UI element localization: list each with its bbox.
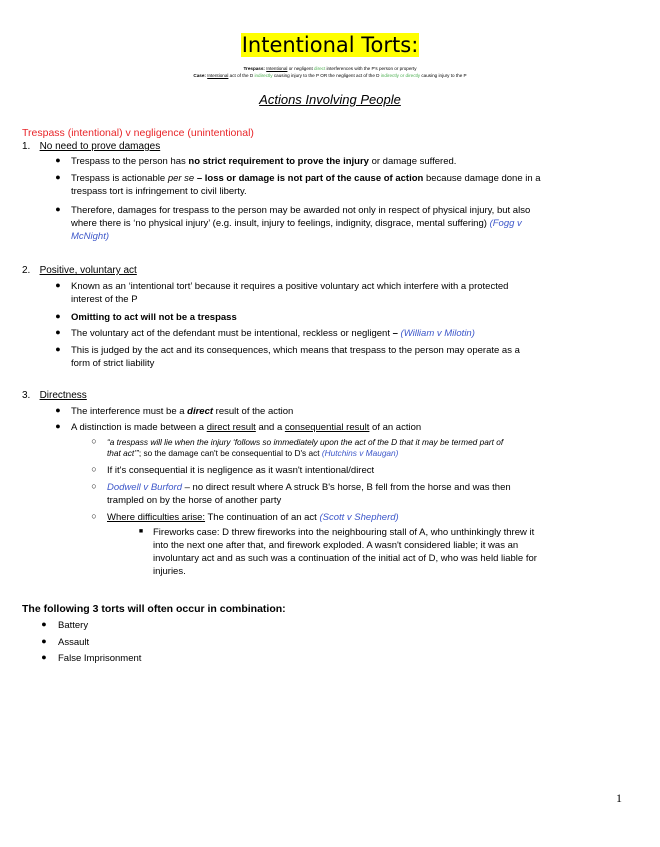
point-2-heading: 2. Positive, voluntary act xyxy=(22,265,137,276)
section-title: Actions Involving People xyxy=(259,92,401,107)
page-number: 1 xyxy=(616,791,622,805)
bullet-icon: ● xyxy=(55,172,61,182)
list-item: Trespass to the person has no strict requirement to prove the injury or damage suffered. xyxy=(71,156,457,167)
bullet-icon: ● xyxy=(55,327,61,337)
list-item: This is judged by the act and its consequences, which means that trespass to the person may operate as a form of strict liability xyxy=(71,345,520,369)
bullet-icon: ● xyxy=(55,280,61,290)
bullet-icon: ● xyxy=(55,421,61,431)
list-item: The interference must be a direct result of the action xyxy=(71,406,294,417)
case-definition: Case: Intentional act of the D indirectly causing injury to the P OR the negligent act of the D indirectly or directly causing injury to the P xyxy=(193,73,467,78)
bullet-icon: ● xyxy=(41,652,47,662)
list-item: The voluntary act of the defendant must be intentional, reckless or negligent – (William v Milotin) xyxy=(71,328,475,339)
square-bullet-icon: ■ xyxy=(138,528,144,535)
list-item: Assault xyxy=(58,637,90,648)
bullet-icon: ● xyxy=(55,311,61,321)
circle-bullet-icon: ○ xyxy=(91,511,97,521)
list-item: Dodwell v Burford – no direct result where A struck B's horse, B fell from the horse and was then trampled on by the horse of another party xyxy=(107,482,511,506)
document-title: Intentional Torts: xyxy=(241,33,419,57)
circle-bullet-icon: ○ xyxy=(91,481,97,491)
list-item: Known as an ‘intentional tort’ because it requires a positive voluntary act which interfere with a protected interest of the P xyxy=(71,281,509,305)
bullet-icon: ● xyxy=(55,344,61,354)
list-item: If it's consequential it is negligence as it wasn't intentional/direct xyxy=(107,465,375,476)
title-container xyxy=(0,33,660,57)
combo-heading: The following 3 torts will often occur in combination: xyxy=(22,603,286,615)
point-3-heading: 3. Directness xyxy=(22,390,87,401)
trespass-definition: Trespass: Intentional or negligent direct interferences with the P's person or property xyxy=(243,66,417,71)
bullet-icon: ● xyxy=(55,405,61,415)
bullet-icon: ● xyxy=(55,155,61,165)
list-item: A distinction is made between a direct result and a consequential result of an action xyxy=(71,422,422,433)
list-item: Where difficulties arise: The continuation of an act (Scott v Shepherd) xyxy=(107,512,399,523)
quote-item: “a trespass will lie when the injury ‘follows so immediately upon the act of the D that it may be termed part of that act’”; so the damage can't be consequential to D's act (Hutchins v Maugan) xyxy=(107,437,504,458)
bullet-icon: ● xyxy=(41,619,47,629)
point-1-heading: 1. No need to prove damages xyxy=(22,141,161,152)
subheading: Trespass (intentional) v negligence (unintentional) xyxy=(22,127,254,139)
list-item: Omitting to act will not be a trespass xyxy=(71,312,237,323)
bullet-icon: ● xyxy=(41,636,47,646)
list-item: Battery xyxy=(58,620,89,631)
circle-bullet-icon: ○ xyxy=(91,464,97,474)
list-item: Fireworks case: D threw fireworks into the neighbouring stall of A, who unthinkingly threw it into the next one after that, and firework exploded. A wasn't considered liable; it was an involuntary act and as such was a continuation of the initial act of D, who was held liable for injuries. xyxy=(153,527,537,577)
list-item: Trespass is actionable per se – loss or damage is not part of the cause of action because damage done in a trespass tort is infringement to civil liberty. xyxy=(71,173,541,197)
circle-bullet-icon: ○ xyxy=(91,436,97,446)
bullet-icon: ● xyxy=(55,204,61,214)
list-item: False Imprisonment xyxy=(58,653,142,664)
list-item: Therefore, damages for trespass to the person may be awarded not only in respect of physical injury, but also where there is ‘no physical injury’ (e.g. insult, injury to feelings, indignity, disgrace, mental suffering) (Fogg v McNight) xyxy=(71,205,531,242)
